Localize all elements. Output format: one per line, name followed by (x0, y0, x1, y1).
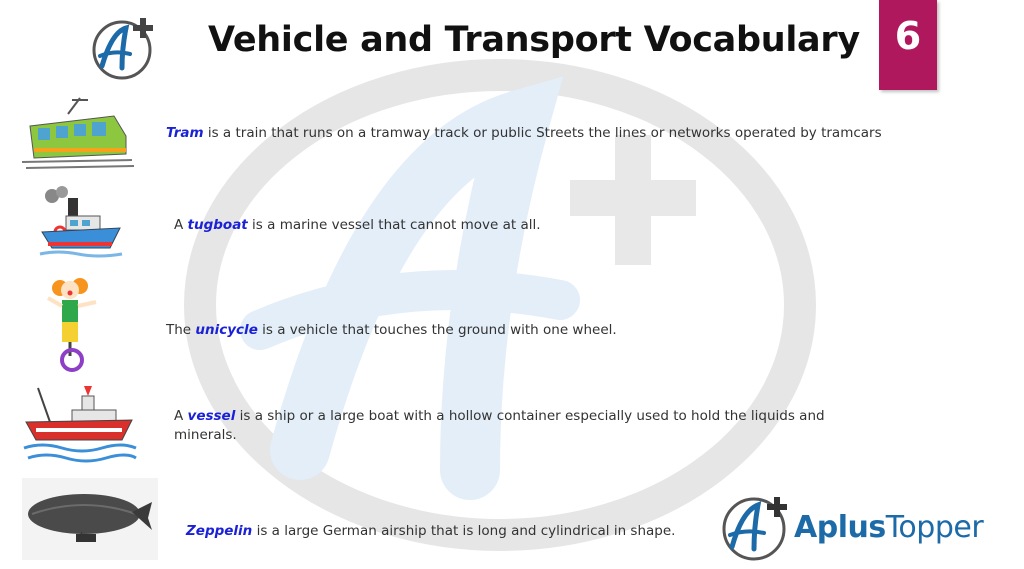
vocab-item-unicycle: The unicycle is a vehicle that touches the ground with one wheel. (166, 322, 617, 338)
vocab-item-vessel: A vessel is a ship or a large boat with a hollow container especially used to hold the liquids and minerals. (174, 408, 825, 443)
unicycle-clown-icon (40, 276, 110, 372)
tugboat-icon (38, 186, 124, 260)
brand-name: AplusTopper (794, 510, 984, 545)
tram-icon (22, 96, 134, 170)
term-tugboat: tugboat (187, 217, 248, 233)
page-title: Vehicle and Transport Vocabulary (208, 20, 860, 60)
zeppelin-icon (22, 478, 158, 560)
vocab-item-zeppelin: Zeppelin is a large German airship that is long and cylindrical in shape. (186, 523, 676, 539)
term-vessel: vessel (187, 408, 236, 424)
term-unicycle: unicycle (195, 322, 258, 338)
vessel-ship-icon (22, 382, 138, 466)
term-tram: Tram (166, 125, 204, 141)
term-zeppelin: Zeppelin (186, 523, 253, 539)
aplus-logo-icon (86, 12, 164, 82)
vocab-item-tram: Tram is a train that runs on a tramway track or public Streets the lines or networks operated by tramcars (166, 125, 882, 141)
vocab-item-tugboat: A tugboat is a marine vessel that cannot move at all. (174, 217, 541, 233)
page-number-badge: 6 (879, 0, 937, 90)
